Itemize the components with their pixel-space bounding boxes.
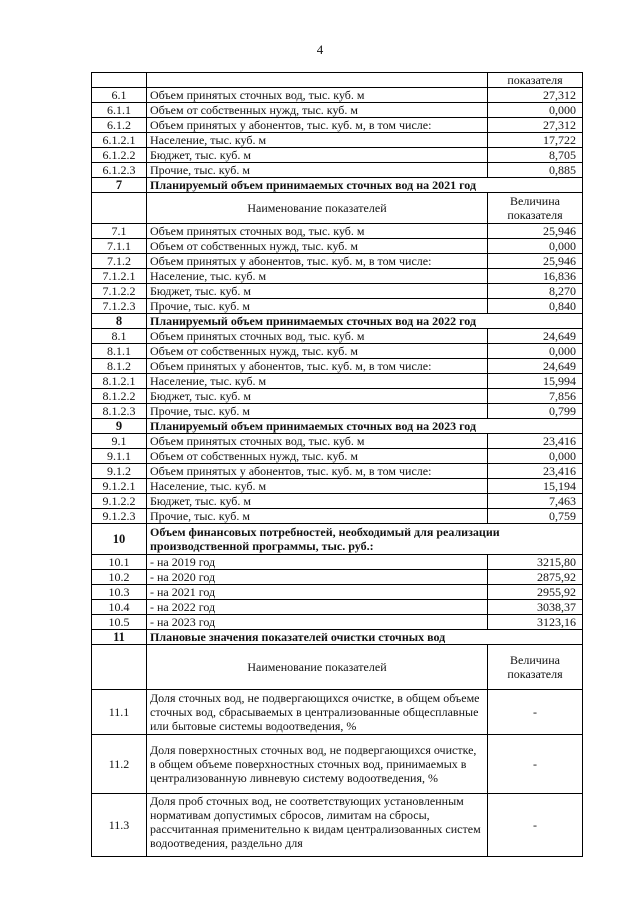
section-heading-row	[92, 419, 583, 434]
table-row	[92, 690, 583, 735]
row-number: 8.1.2.1	[92, 374, 147, 389]
row-name: Объем от собственных нужд, тыс. куб. м	[147, 449, 488, 464]
row-number: 9.1.2	[92, 464, 147, 479]
section-number: 10	[92, 524, 147, 555]
row-number: 7.1.2	[92, 254, 147, 269]
row-name: Доля поверхностных сточных вод, не подвергающихся очистке, в общем объеме поверхностных сточных вод, принимаемых в централизованную ливневую систему водоотведения, %	[147, 735, 488, 794]
continued-header-row	[92, 73, 583, 88]
row-number: 6.1.2.1	[92, 133, 147, 148]
table-row	[92, 374, 583, 389]
row-number: 9.1.2.1	[92, 479, 147, 494]
header-name-cell: Наименование показателей	[147, 645, 488, 690]
table-row	[92, 148, 583, 163]
row-number: 7.1	[92, 224, 147, 239]
table-row	[92, 735, 583, 794]
row-name: - на 2019 год	[147, 555, 488, 570]
table-row	[92, 509, 583, 524]
table-row	[92, 118, 583, 133]
section-number: 11	[92, 630, 147, 645]
table-row	[92, 449, 583, 464]
row-value: 25,946	[488, 254, 583, 269]
row-name: Объем принятых у абонентов, тыс. куб. м, в том числе:	[147, 464, 488, 479]
row-value: 2875,92	[488, 570, 583, 585]
row-value: 16,836	[488, 269, 583, 284]
row-number: 7.1.2.3	[92, 299, 147, 314]
row-value: 0,000	[488, 239, 583, 254]
row-number: 9.1.1	[92, 449, 147, 464]
row-value: 27,312	[488, 88, 583, 103]
indicators-table	[91, 72, 583, 857]
row-name: Объем принятых у абонентов, тыс. куб. м, в том числе:	[147, 359, 488, 374]
row-value: 0,000	[488, 344, 583, 359]
row-number: 6.1.1	[92, 103, 147, 118]
row-number: 10.5	[92, 615, 147, 630]
table-row	[92, 794, 583, 857]
row-value: 7,856	[488, 389, 583, 404]
row-number: 8.1	[92, 329, 147, 344]
section-heading-row	[92, 630, 583, 645]
row-name: Доля сточных вод, не подвергающихся очистке, в общем объеме сточных вод, сбрасываемых в централизованные общесплавные или бытовые системы водоотведения, %	[147, 690, 488, 735]
row-name: Объем принятых сточных вод, тыс. куб. м	[147, 434, 488, 449]
row-name: Бюджет, тыс. куб. м	[147, 494, 488, 509]
section-number: 8	[92, 314, 147, 329]
header-name-cell: Наименование показателей	[147, 193, 488, 224]
row-value: 27,312	[488, 118, 583, 133]
row-value: 3123,16	[488, 615, 583, 630]
row-name: - на 2022 год	[147, 600, 488, 615]
header-value-cell: Величина показателя	[488, 193, 583, 224]
row-number: 8.1.1	[92, 344, 147, 359]
table-row	[92, 585, 583, 600]
row-value: 0,000	[488, 449, 583, 464]
table-row	[92, 299, 583, 314]
row-name: Объем принятых сточных вод, тыс. куб. м	[147, 88, 488, 103]
row-number: 8.1.2.2	[92, 389, 147, 404]
row-number: 6.1.2	[92, 118, 147, 133]
row-name: - на 2020 год	[147, 570, 488, 585]
section-title: Планируемый объем принимаемых сточных вод на 2021 год	[147, 178, 583, 193]
row-number: 11.2	[92, 735, 147, 794]
header-number-cell	[92, 645, 147, 690]
row-name: Население, тыс. куб. м	[147, 479, 488, 494]
row-name: Бюджет, тыс. куб. м	[147, 284, 488, 299]
row-value: 25,946	[488, 224, 583, 239]
row-number: 11.1	[92, 690, 147, 735]
row-number: 9.1.2.3	[92, 509, 147, 524]
row-value: 23,416	[488, 464, 583, 479]
row-value: 3215,80	[488, 555, 583, 570]
table-row	[92, 404, 583, 419]
table-row	[92, 88, 583, 103]
row-name: Население, тыс. куб. м	[147, 133, 488, 148]
row-name: Объем принятых сточных вод, тыс. куб. м	[147, 224, 488, 239]
row-value: 0,885	[488, 163, 583, 178]
row-value: 23,416	[488, 434, 583, 449]
row-name: Население, тыс. куб. м	[147, 269, 488, 284]
row-value: 17,722	[488, 133, 583, 148]
row-number: 7.1.1	[92, 239, 147, 254]
table-row	[92, 344, 583, 359]
row-number: 10.3	[92, 585, 147, 600]
row-value: 0,759	[488, 509, 583, 524]
row-name: - на 2023 год	[147, 615, 488, 630]
header-value-cell: Величина показателя	[488, 645, 583, 690]
row-value: -	[488, 735, 583, 794]
row-number	[92, 73, 147, 88]
row-value: показателя	[488, 73, 583, 88]
row-name: Бюджет, тыс. куб. м	[147, 148, 488, 163]
row-number: 6.1.2.2	[92, 148, 147, 163]
table-row	[92, 103, 583, 118]
section-title: Планируемый объем принимаемых сточных вод на 2023 год	[147, 419, 583, 434]
row-name: - на 2021 год	[147, 585, 488, 600]
table-row	[92, 224, 583, 239]
row-name: Прочие, тыс. куб. м	[147, 404, 488, 419]
row-value: 24,649	[488, 359, 583, 374]
section-number: 9	[92, 419, 147, 434]
row-number: 6.1.2.3	[92, 163, 147, 178]
row-name: Объем от собственных нужд, тыс. куб. м	[147, 103, 488, 118]
row-value: 2955,92	[488, 585, 583, 600]
row-name: Объем принятых у абонентов, тыс. куб. м, в том числе:	[147, 254, 488, 269]
row-number: 7.1.2.2	[92, 284, 147, 299]
row-value: 3038,37	[488, 600, 583, 615]
row-number: 9.1.2.2	[92, 494, 147, 509]
table-row	[92, 464, 583, 479]
row-value: -	[488, 794, 583, 857]
row-value: 0,840	[488, 299, 583, 314]
row-number: 10.4	[92, 600, 147, 615]
row-name: Бюджет, тыс. куб. м	[147, 389, 488, 404]
row-number: 10.2	[92, 570, 147, 585]
row-number: 8.1.2.3	[92, 404, 147, 419]
table-row	[92, 600, 583, 615]
row-value: 0,799	[488, 404, 583, 419]
column-header-row	[92, 193, 583, 224]
section-heading-row	[92, 178, 583, 193]
row-name: Объем от собственных нужд, тыс. куб. м	[147, 239, 488, 254]
section-title: Плановые значения показателей очистки сточных вод	[147, 630, 583, 645]
table-row	[92, 329, 583, 344]
header-number-cell	[92, 193, 147, 224]
row-value: 0,000	[488, 103, 583, 118]
section-number: 7	[92, 178, 147, 193]
table-row	[92, 254, 583, 269]
row-name: Прочие, тыс. куб. м	[147, 163, 488, 178]
section-heading-row	[92, 524, 583, 555]
table-row	[92, 570, 583, 585]
table-row	[92, 133, 583, 148]
row-value: 8,270	[488, 284, 583, 299]
row-value: 7,463	[488, 494, 583, 509]
column-header-row	[92, 645, 583, 690]
row-name: Объем принятых у абонентов, тыс. куб. м, в том числе:	[147, 118, 488, 133]
row-name: Доля проб сточных вод, не соответствующих установленным нормативам допустимых сбросов, лимитам на сбросы, рассчитанная применительно к видам централизованных систем водоотведения, раздельно для	[147, 794, 488, 857]
row-number: 9.1	[92, 434, 147, 449]
row-number: 6.1	[92, 88, 147, 103]
table-row	[92, 239, 583, 254]
section-title: Объем финансовых потребностей, необходимый для реализации производственной программы, тыс. руб.:	[147, 524, 583, 555]
row-name: Прочие, тыс. куб. м	[147, 299, 488, 314]
row-value: 15,994	[488, 374, 583, 389]
row-name: Прочие, тыс. куб. м	[147, 509, 488, 524]
row-number: 10.1	[92, 555, 147, 570]
table-row	[92, 389, 583, 404]
table-row	[92, 615, 583, 630]
row-number: 7.1.2.1	[92, 269, 147, 284]
page-number: 4	[316, 42, 324, 57]
row-value: 8,705	[488, 148, 583, 163]
table-row	[92, 479, 583, 494]
row-value: -	[488, 690, 583, 735]
table-row	[92, 359, 583, 374]
row-name: Объем от собственных нужд, тыс. куб. м	[147, 344, 488, 359]
row-number: 8.1.2	[92, 359, 147, 374]
table-row	[92, 555, 583, 570]
row-value: 15,194	[488, 479, 583, 494]
table-row	[92, 434, 583, 449]
row-number: 11.3	[92, 794, 147, 857]
row-name: Население, тыс. куб. м	[147, 374, 488, 389]
table-row	[92, 163, 583, 178]
section-title: Планируемый объем принимаемых сточных вод на 2022 год	[147, 314, 583, 329]
row-name: Объем принятых сточных вод, тыс. куб. м	[147, 329, 488, 344]
table-row	[92, 269, 583, 284]
table-row	[92, 284, 583, 299]
table-row	[92, 494, 583, 509]
section-heading-row	[92, 314, 583, 329]
row-name	[147, 73, 488, 88]
row-value: 24,649	[488, 329, 583, 344]
